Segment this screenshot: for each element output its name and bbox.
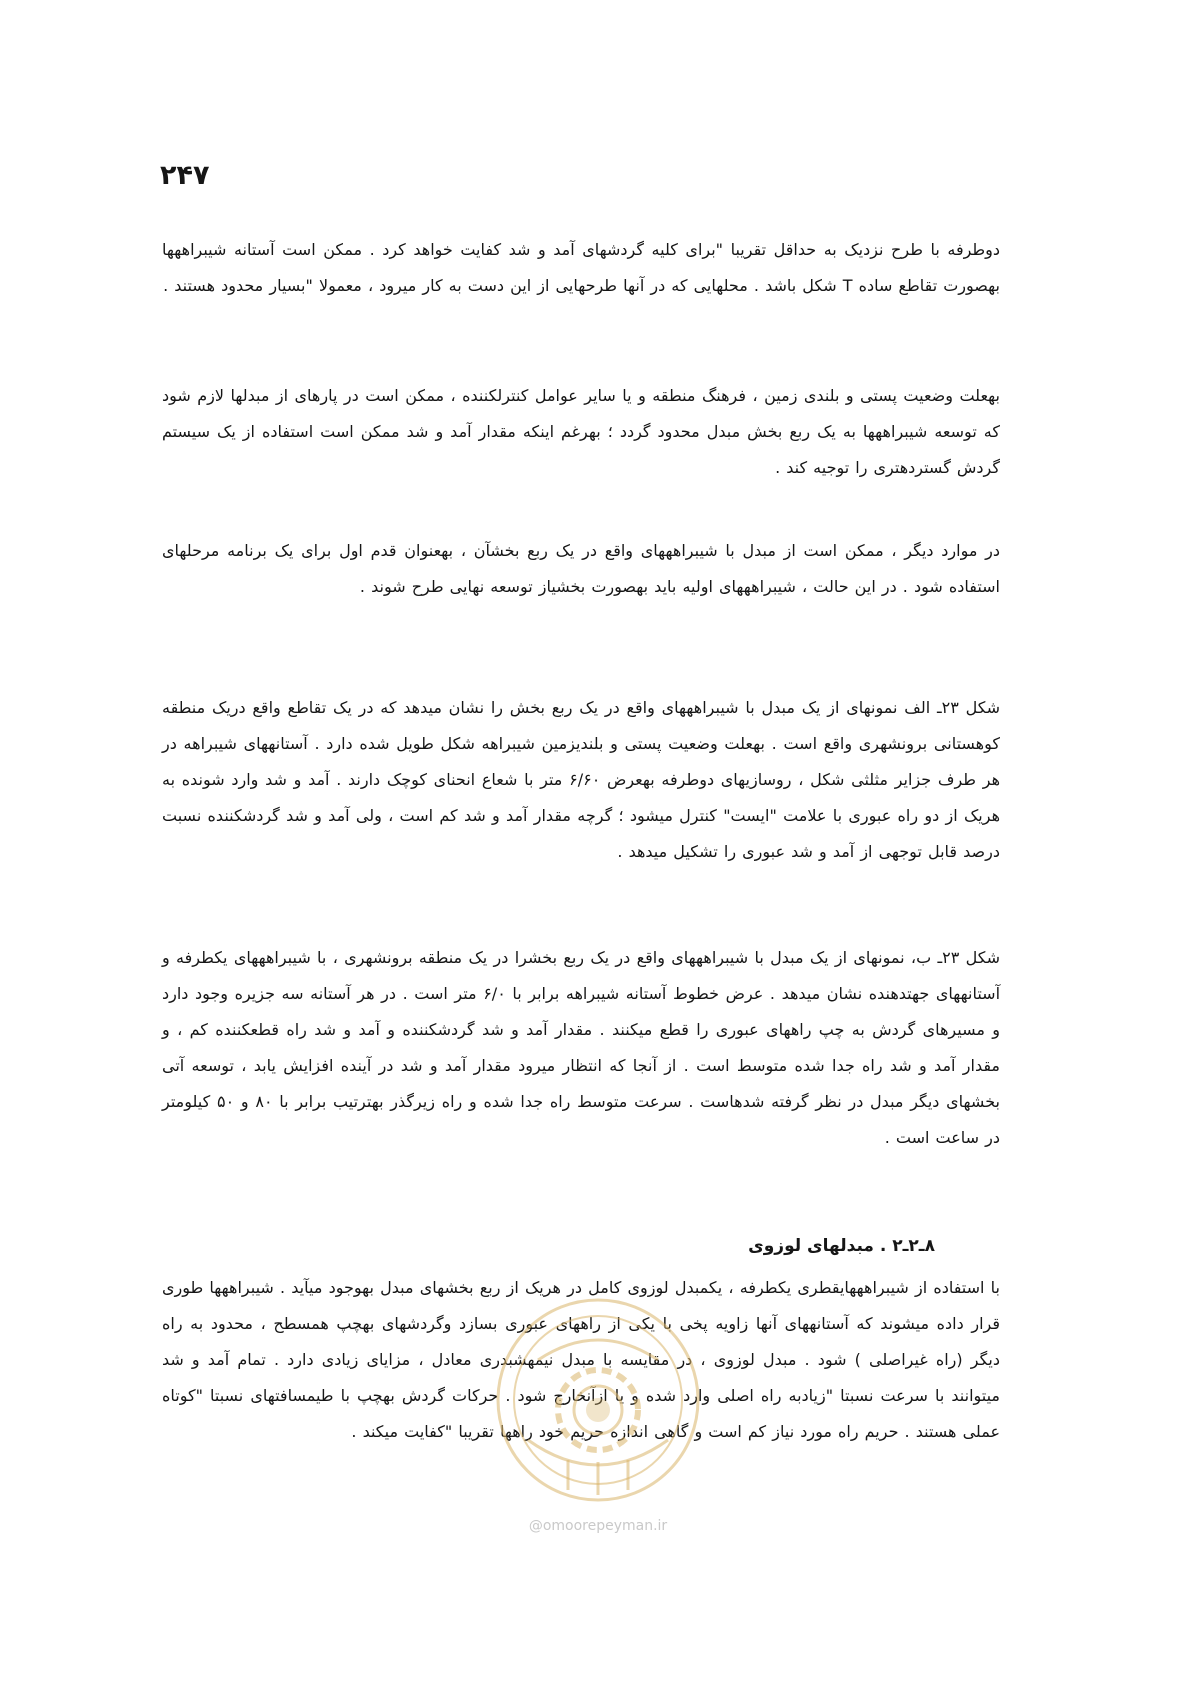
paragraph: در موارد دیگر ، ممکن است از مبدل با شیبراهههای واقع در یک ربع بخشآن ، بهعنوان قدم اول برای یک برنامه مرحلهای استفاده شود . در این حالت ، شیبراهههای اولیه باید بهصورت بخشیاز توسعه نهایی طرح شوند .: [162, 541, 1000, 596]
paragraph-figure-23a: شکل ۲۳ـ الف نمونهای از یک مبدل با شیبراهههای واقع در یک ربع بخش را نشان میدهد که در یک تقاطع واقع دریک منطقه کوهستانی برونشهری واقع است . بهعلت وضعیت پستی و بلندیزمین شیبراهه شکل طویل شده دارد . آستانههای شیبراهه در هر طرف جزایر مثلثی شکل ، روسازیهای دوطرفه بهعرض ۶/۶۰ متر با شعاع انحنای کوچک دارند . آمد و شد وارد شونده به هریک از دو راه عبوری با علامت "ایست" کنترل میشود ؛ گرچه مقدار آمد و شد کم است ، ولی آمد و شد گردشکننده نسبت درصد قابل توجهی از آمد و شد عبوری را تشکیل میدهد .: [162, 698, 1001, 861]
section-heading: ۸ـ۲ـ۲ . مبدلهای لوزوی: [748, 1236, 935, 1256]
paragraph: بهعلت وضعیت پستی و بلندی زمین ، فرهنگ منطقه و یا سایر عوامل کنترلکننده ، ممکن است در پارهای از مبدلها لازم شود که توسعه شیبراههها به یک ربع بخش مبدل محدود گردد ؛ بهرغم اینکه مقدار آمد و شد ممکن است استفاده از یک سیستم گردش گستردهتری را توجیه کند .: [162, 386, 1000, 477]
paragraph: دوطرفه با طرح نزدیک به حداقل تقریبا "برای کلیه گردشهای آمد و شد کفایت خواهد کرد . ممکن است آستانه شیبراههها بهصورت تقاطع ساده T شکل باشد . محلهایی که در آنها طرحهایی از این دست به کار میرود ، معمولا "بسیار محدود هستند .: [162, 240, 1000, 295]
watermark-url: @omoorepeyman.ir: [528, 1518, 668, 1534]
paragraph-figure-23b: شکل ۲۳ـ ب، نمونهای از یک مبدل با شیبراهههای واقع در یک ربع بخشرا در یک منطقه برونشهری ، با شیبراهههای یکطرفه و آستانههای جهتدهنده نشان میدهد . عرض خطوط آستانه شیبراهه برابر با ۶/۰ متر است . در هر آستانه سه جزیره وجود دارد و مسیرهای گردش به چپ راههای عبوری را قطع میکنند . مقدار آمد و شد گردشکننده و آمد و شد راه قطعکننده کم ، و مقدار آمد و شد راه جدا شده متوسط است . از آنجا که انتظار میرود مقدار آمد و شد در آینده افزایش یابد ، توسعه آتی بخشهای دیگر مبدل در نظر گرفته شدهاست . سرعت متوسط راه جدا شده و راه زیرگذر بهترتیب برابر با ۸۰ و ۵۰ کیلومتر در ساعت است .: [162, 948, 1001, 1147]
paragraph-diamond-interchange: با استفاده از شیبراهههایقطری یکطرفه ، یکمبدل لوزوی کامل در هریک از ربع بخشهای مبدل بهوجود میآید . شیبراههها طوری قرار داده میشوند که آستانههای آنها زاویه پخی با یکی از راههای عبوری بسازد وگردشهای بهچپ همسطح ، محدود به راه دیگر (راه غیراصلی ) شود . مبدل لوزوی ، در مقایسه با مبدل نیمهشبدری معادل ، مزایای زیادی دارد . تمام آمد و شد میتوانند با سرعت نسبتا "زیادبه راه اصلی وارد شده و یا ازآنخارج شود . حرکات گردش بهچپ با طیمسافتهای نسبتا "کوتاه عملی هستند . حریم راه مورد نیاز کم است و گاهی اندازه حریم خود راهها تقریبا "کفایت میکند .: [162, 1278, 1000, 1441]
page-number: ۲۴۷: [160, 160, 210, 191]
